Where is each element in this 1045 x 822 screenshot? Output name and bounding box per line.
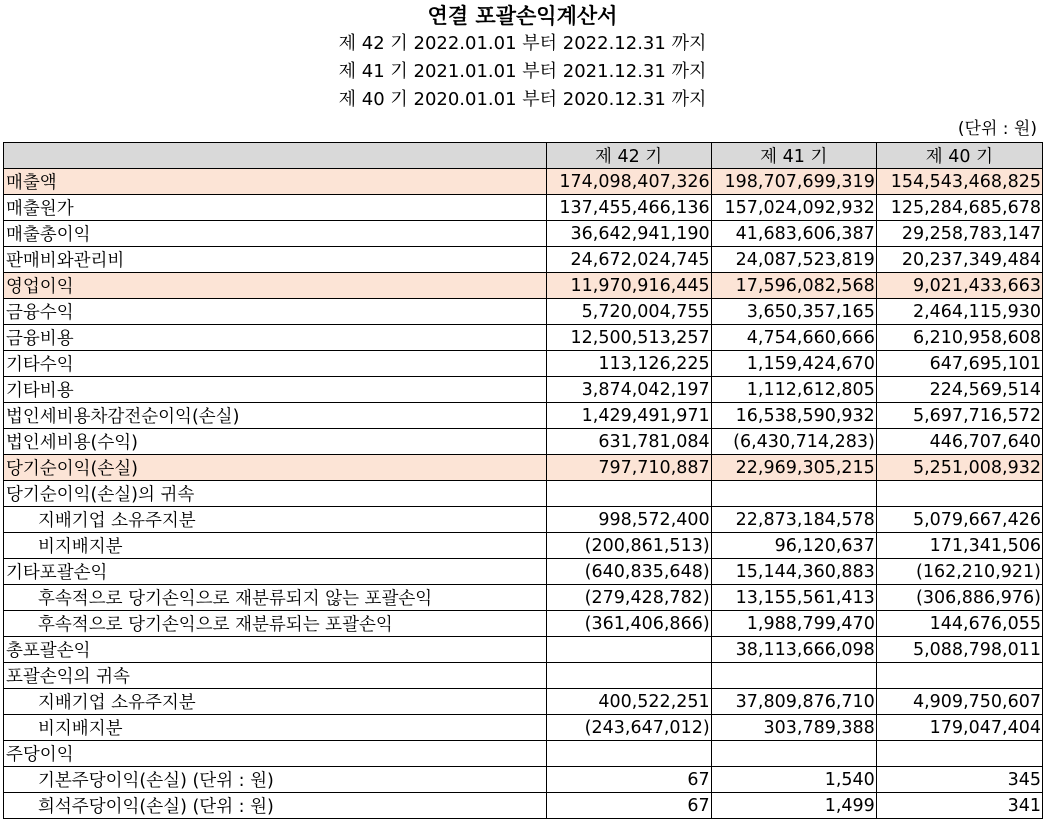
table-row	[4, 455, 1043, 481]
table-row	[4, 351, 1043, 377]
unit-label: (단위 : 원)	[957, 119, 1037, 139]
value-cell: 1,540	[711, 767, 876, 793]
table-row	[4, 533, 1043, 559]
header-row	[4, 143, 1043, 169]
value-cell: 22,873,184,578	[711, 507, 876, 533]
value-cell: 41,683,606,387	[711, 221, 876, 247]
value-cell: 157,024,092,932	[711, 195, 876, 221]
value-cell: 11,970,916,445	[546, 273, 711, 299]
value-cell: 631,781,084	[546, 429, 711, 455]
value-cell: 5,079,667,426	[876, 507, 1042, 533]
value-cell	[711, 663, 876, 689]
value-cell: 5,697,716,572	[876, 403, 1042, 429]
table-row	[4, 611, 1043, 637]
value-cell: 5,720,004,755	[546, 299, 711, 325]
value-cell: 174,098,407,326	[546, 169, 711, 195]
value-cell	[546, 741, 711, 767]
value-cell: 154,543,468,825	[876, 169, 1042, 195]
value-cell: 38,113,666,098	[711, 637, 876, 663]
value-cell	[546, 637, 711, 663]
value-cell: 198,707,699,319	[711, 169, 876, 195]
value-cell	[876, 741, 1042, 767]
table-row	[4, 299, 1043, 325]
value-cell: (200,861,513)	[546, 533, 711, 559]
value-cell: 9,021,433,663	[876, 273, 1042, 299]
period-line: 제 42 기 2022.01.01 부터 2022.12.31 까지	[338, 33, 707, 54]
value-cell	[711, 741, 876, 767]
value-cell: (243,647,012)	[546, 715, 711, 741]
value-cell: (279,428,782)	[546, 585, 711, 611]
row-label: 기본주당이익(손실) (단위 : 원)	[4, 767, 547, 793]
table-header	[4, 143, 1043, 169]
row-label: 기타포괄손익	[4, 559, 547, 585]
value-cell	[546, 663, 711, 689]
value-cell: 144,676,055	[876, 611, 1042, 637]
header-cell-fy40: 제 40 기	[876, 143, 1042, 169]
row-label: 매출총이익	[4, 221, 547, 247]
row-label: 포괄손익의 귀속	[4, 663, 547, 689]
table-row	[4, 195, 1043, 221]
value-cell: 20,237,349,484	[876, 247, 1042, 273]
row-label: 당기순이익(손실)의 귀속	[4, 481, 547, 507]
value-cell: 345	[876, 767, 1042, 793]
value-cell: 797,710,887	[546, 455, 711, 481]
period-line: 제 41 기 2021.01.01 부터 2021.12.31 까지	[338, 61, 707, 82]
value-cell: 647,695,101	[876, 351, 1042, 377]
table-row	[4, 507, 1043, 533]
row-label: 법인세비용(수익)	[4, 429, 547, 455]
value-cell	[876, 481, 1042, 507]
row-label: 매출액	[4, 169, 547, 195]
value-cell: (640,835,648)	[546, 559, 711, 585]
table-row	[4, 403, 1043, 429]
value-cell: 5,088,798,011	[876, 637, 1042, 663]
table-row	[4, 715, 1043, 741]
table-row	[4, 741, 1043, 767]
value-cell: 24,672,024,745	[546, 247, 711, 273]
value-cell: 4,754,660,666	[711, 325, 876, 351]
value-cell: 341	[876, 793, 1042, 819]
value-cell: 15,144,360,883	[711, 559, 876, 585]
value-cell: 16,538,590,932	[711, 403, 876, 429]
value-cell: 446,707,640	[876, 429, 1042, 455]
value-cell: 1,429,491,971	[546, 403, 711, 429]
row-label: 매출원가	[4, 195, 547, 221]
value-cell: 1,159,424,670	[711, 351, 876, 377]
value-cell: 37,809,876,710	[711, 689, 876, 715]
row-label: 후속적으로 당기손익으로 재분류되는 포괄손익	[4, 611, 547, 637]
table-body	[4, 169, 1043, 819]
table-row	[4, 169, 1043, 195]
value-cell: 36,642,941,190	[546, 221, 711, 247]
value-cell: 125,284,685,678	[876, 195, 1042, 221]
value-cell: 29,258,783,147	[876, 221, 1042, 247]
value-cell: 96,120,637	[711, 533, 876, 559]
value-cell: 13,155,561,413	[711, 585, 876, 611]
table-row	[4, 559, 1043, 585]
header-cell-fy41: 제 41 기	[711, 143, 876, 169]
row-label: 지배기업 소유주지분	[4, 507, 547, 533]
value-cell: 3,650,357,165	[711, 299, 876, 325]
value-cell: 1,988,799,470	[711, 611, 876, 637]
row-label: 희석주당이익(손실) (단위 : 원)	[4, 793, 547, 819]
statement-header	[0, 2, 1045, 114]
value-cell: 1,112,612,805	[711, 377, 876, 403]
table-row	[4, 377, 1043, 403]
row-label: 주당이익	[4, 741, 547, 767]
header-cell-blank	[4, 143, 547, 169]
row-label: 후속적으로 당기손익으로 재분류되지 않는 포괄손익	[4, 585, 547, 611]
statement-title: 연결 포괄손익계산서	[427, 4, 618, 28]
value-cell: 2,464,115,930	[876, 299, 1042, 325]
value-cell: 179,047,404	[876, 715, 1042, 741]
table-row	[4, 767, 1043, 793]
table-row	[4, 429, 1043, 455]
table-row	[4, 585, 1043, 611]
table-row	[4, 247, 1043, 273]
value-cell: 303,789,388	[711, 715, 876, 741]
table-row	[4, 221, 1043, 247]
value-cell: 67	[546, 767, 711, 793]
value-cell: 998,572,400	[546, 507, 711, 533]
value-cell: (162,210,921)	[876, 559, 1042, 585]
value-cell: 137,455,466,136	[546, 195, 711, 221]
value-cell: (306,886,976)	[876, 585, 1042, 611]
value-cell: 224,569,514	[876, 377, 1042, 403]
row-label: 금융수익	[4, 299, 547, 325]
table-row	[4, 663, 1043, 689]
value-cell: 67	[546, 793, 711, 819]
row-label: 기타비용	[4, 377, 547, 403]
row-label: 기타수익	[4, 351, 547, 377]
row-label: 지배기업 소유주지분	[4, 689, 547, 715]
value-cell	[876, 663, 1042, 689]
value-cell: 400,522,251	[546, 689, 711, 715]
table-row	[4, 637, 1043, 663]
row-label: 총포괄손익	[4, 637, 547, 663]
value-cell: 6,210,958,608	[876, 325, 1042, 351]
value-cell: 5,251,008,932	[876, 455, 1042, 481]
table-row	[4, 325, 1043, 351]
table-row	[4, 793, 1043, 819]
row-label: 비지배지분	[4, 533, 547, 559]
value-cell: 3,874,042,197	[546, 377, 711, 403]
period-line: 제 40 기 2020.01.01 부터 2020.12.31 까지	[338, 89, 707, 110]
row-label: 당기순이익(손실)	[4, 455, 547, 481]
header-cell-fy42: 제 42 기	[546, 143, 711, 169]
value-cell: 17,596,082,568	[711, 273, 876, 299]
table-row	[4, 689, 1043, 715]
row-label: 금융비용	[4, 325, 547, 351]
table-row	[4, 273, 1043, 299]
row-label: 비지배지분	[4, 715, 547, 741]
row-label: 법인세비용차감전순이익(손실)	[4, 403, 547, 429]
table-row	[4, 481, 1043, 507]
income-statement-table	[3, 142, 1043, 819]
value-cell: 4,909,750,607	[876, 689, 1042, 715]
row-label: 판매비와관리비	[4, 247, 547, 273]
value-cell: 24,087,523,819	[711, 247, 876, 273]
value-cell: 113,126,225	[546, 351, 711, 377]
value-cell: 22,969,305,215	[711, 455, 876, 481]
row-label: 영업이익	[4, 273, 547, 299]
value-cell: (361,406,866)	[546, 611, 711, 637]
value-cell	[711, 481, 876, 507]
value-cell: (6,430,714,283)	[711, 429, 876, 455]
value-cell: 1,499	[711, 793, 876, 819]
value-cell	[546, 481, 711, 507]
value-cell: 171,341,506	[876, 533, 1042, 559]
value-cell: 12,500,513,257	[546, 325, 711, 351]
